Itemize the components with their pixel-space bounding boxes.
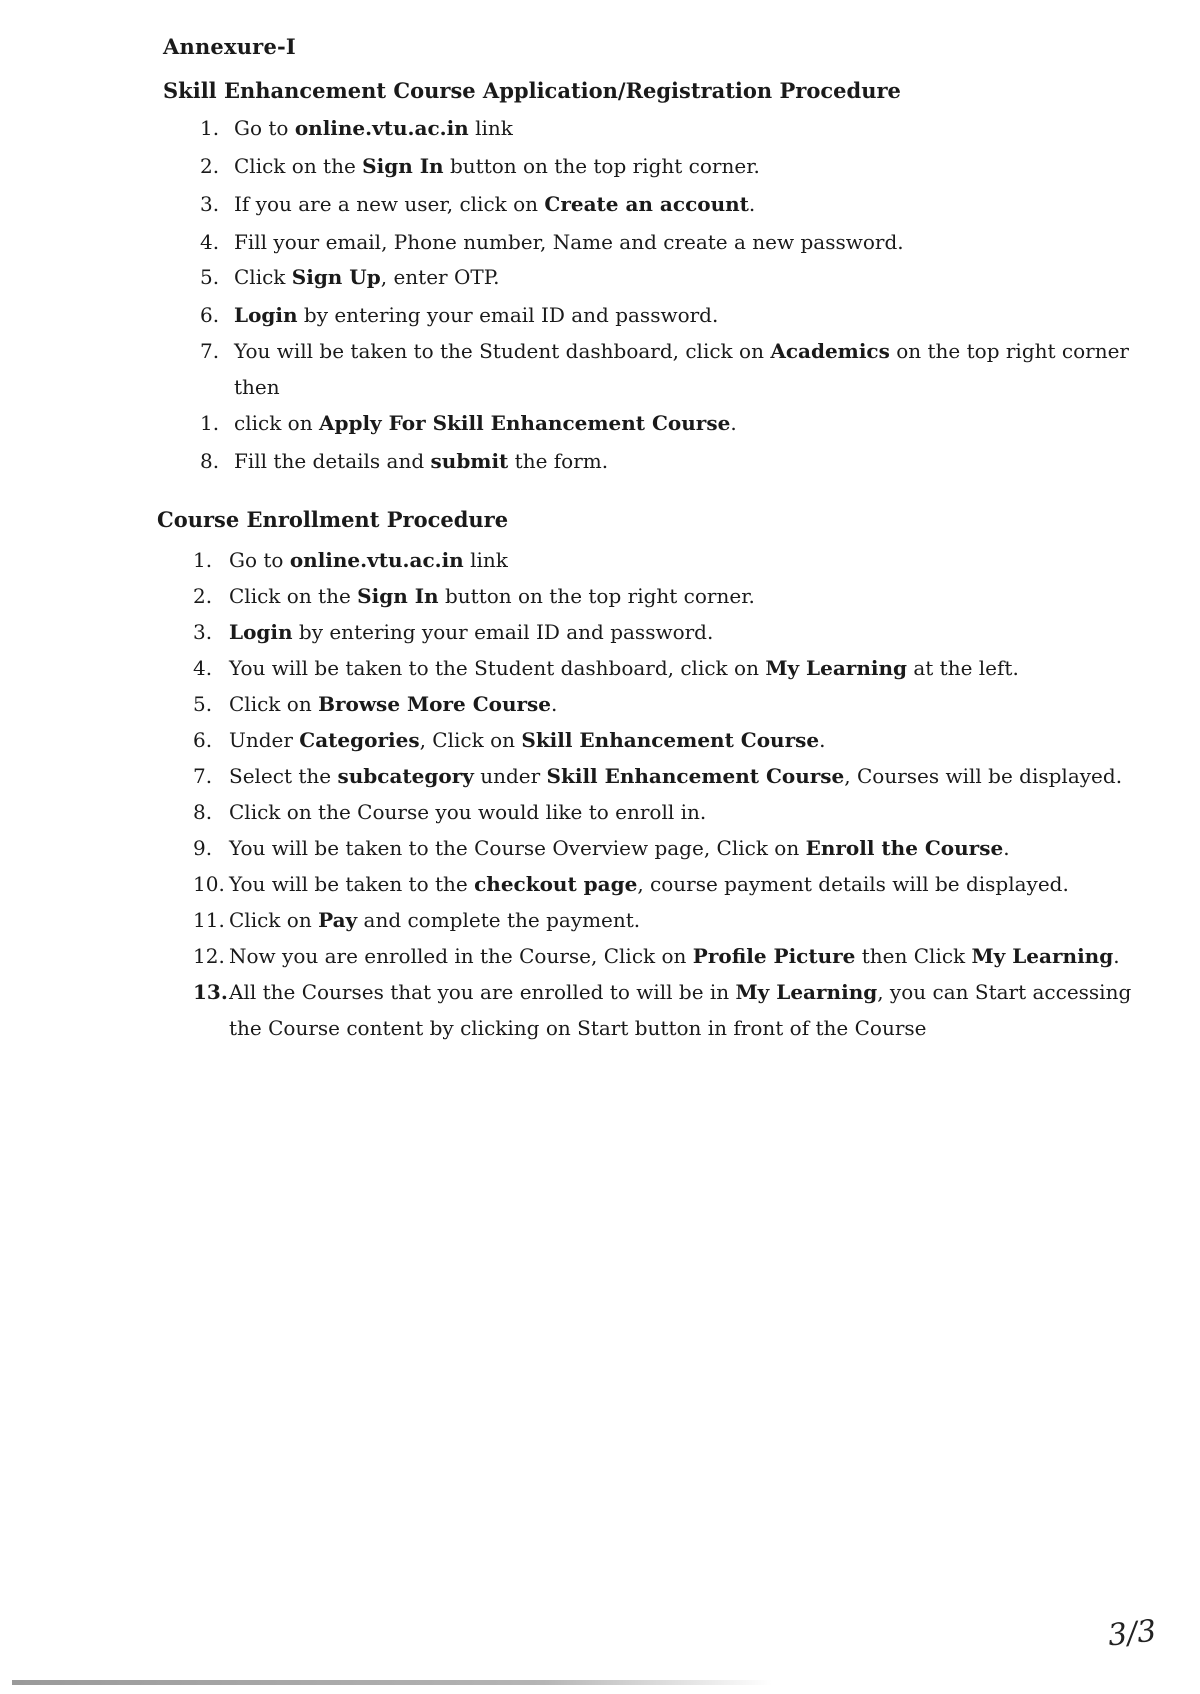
step-text-segment: at the left. (906, 656, 1019, 680)
step-text-segment: , Courses will be displayed. (844, 764, 1123, 788)
list-item (200, 409, 1100, 437)
list-item (200, 228, 1100, 256)
bold-term: Profile Picture (692, 944, 856, 968)
list-item (193, 942, 1120, 970)
step-number: 5. (200, 265, 220, 289)
bold-term: Sign In (357, 584, 439, 608)
step-text-segment: . (1113, 944, 1120, 968)
bold-term: online.vtu.ac.in (289, 548, 464, 572)
bold-term: Browse More Course (318, 692, 552, 716)
step-text-segment: Fill the details and (234, 449, 431, 473)
registration-procedure-heading: Skill Enhancement Course Application/Registration Procedure (163, 78, 901, 103)
step-number: 2. (200, 154, 220, 178)
list-item (193, 690, 1113, 718)
step-number: 11. (193, 908, 225, 932)
bold-term: Apply For Skill Enhancement Course (318, 411, 731, 435)
step-text (229, 618, 1113, 646)
bold-term: My Learning (735, 980, 878, 1004)
step-text (229, 870, 1113, 898)
bold-term: Sign In (362, 154, 444, 178)
step-text-segment: Now you are enrolled in the Course, Click on (229, 944, 693, 968)
step-text (229, 978, 1132, 1006)
list-item (193, 978, 1132, 1042)
step-text (229, 834, 1113, 862)
step-text-segment: Click (234, 265, 292, 289)
step-text-segment: on the top right corner (889, 339, 1129, 363)
step-text (229, 942, 1120, 970)
step-number: 8. (193, 800, 213, 824)
annexure-title: Annexure-I (163, 34, 296, 59)
list-item (200, 190, 1100, 218)
step-number: 6. (193, 728, 213, 752)
step-text (234, 152, 1100, 180)
step-text-segment: Click on the Course you would like to enroll in. (229, 800, 707, 824)
bold-term: Skill Enhancement Course (546, 764, 845, 788)
step-text-segment: link (463, 548, 508, 572)
step-text-segment: link (468, 116, 513, 140)
step-number: 7. (193, 764, 213, 788)
step-number: 1. (200, 411, 220, 435)
bold-term: submit (430, 449, 509, 473)
step-text-segment: Click on (229, 692, 319, 716)
step-number: 8. (200, 449, 220, 473)
step-number: 2. (193, 584, 213, 608)
bold-term: Sign Up (291, 265, 381, 289)
step-text-segment: Click on the (229, 584, 358, 608)
step-number: 12. (193, 944, 225, 968)
step-continuation: then (234, 375, 280, 399)
step-text-segment: , Click on (419, 728, 522, 752)
step-number: 10. (193, 872, 225, 896)
step-number: 5. (193, 692, 213, 716)
step-text-segment: You will be taken to the Student dashboard, click on (234, 339, 771, 363)
list-item (193, 762, 1123, 790)
list-item (200, 337, 1129, 401)
step-text-segment: , you can Start accessing (877, 980, 1132, 1004)
step-text-segment: , enter OTP. (380, 265, 500, 289)
step-text-segment: You will be taken to the Course Overview page, Click on (229, 836, 806, 860)
list-item (200, 114, 1100, 142)
step-text (234, 301, 1100, 329)
bold-term: Categories (299, 728, 420, 752)
list-item (200, 263, 1100, 291)
registration-steps-list (200, 114, 1129, 475)
bold-term: Pay (318, 908, 358, 932)
list-item (193, 582, 1113, 610)
step-text-segment: You will be taken to the (229, 872, 475, 896)
bold-term: online.vtu.ac.in (294, 116, 469, 140)
step-text-segment: by entering your email ID and password. (297, 303, 719, 327)
list-item (193, 654, 1113, 682)
enrollment-steps-list (193, 546, 1132, 1042)
list-item (193, 726, 1113, 754)
bold-term: My Learning (971, 944, 1114, 968)
step-text (229, 582, 1113, 610)
step-text-segment: You will be taken to the Student dashboard, click on (229, 656, 766, 680)
step-text-segment: , course payment details will be displayed. (637, 872, 1069, 896)
step-text (229, 654, 1113, 682)
step-text (234, 228, 1100, 256)
step-number: 13. (193, 980, 228, 1004)
step-text-segment: Go to (229, 548, 290, 572)
step-text (234, 263, 1100, 291)
step-text-segment: Click on (229, 908, 319, 932)
step-text-segment: . (748, 192, 756, 216)
step-number: 1. (200, 116, 220, 140)
bold-term: Login (229, 620, 293, 644)
list-item (193, 834, 1113, 862)
step-text (234, 447, 1100, 475)
step-text-segment: . (551, 692, 558, 716)
step-text (229, 906, 1113, 934)
step-text-segment: button on the top right corner. (438, 584, 755, 608)
step-text (229, 546, 1113, 574)
step-number: 3. (200, 192, 220, 216)
bold-term: Create an account (544, 192, 749, 216)
bold-term: subcategory (337, 764, 474, 788)
step-text-segment: button on the top right corner. (443, 154, 760, 178)
step-text-segment: . (819, 728, 826, 752)
bold-term: Skill Enhancement Course (521, 728, 820, 752)
step-text (229, 726, 1113, 754)
enrollment-procedure-heading: Course Enrollment Procedure (157, 507, 509, 532)
list-item (200, 301, 1100, 329)
step-text-segment: by entering your email ID and password. (292, 620, 714, 644)
bold-term: Login (234, 303, 298, 327)
list-item (200, 152, 1100, 180)
list-item (193, 618, 1113, 646)
step-text-segment: then Click (855, 944, 972, 968)
step-number: 9. (193, 836, 213, 860)
step-continuation: the Course content by clicking on Start button in front of the Course (229, 1016, 927, 1040)
step-text (234, 337, 1129, 365)
step-text (234, 409, 1100, 437)
step-number: 6. (200, 303, 220, 327)
step-text-segment: Go to (234, 116, 295, 140)
step-text (234, 190, 1100, 218)
bold-term: My Learning (765, 656, 907, 680)
scan-edge-line (12, 1680, 772, 1685)
step-text-segment: and complete the payment. (357, 908, 641, 932)
step-text (229, 798, 1113, 826)
list-item (193, 906, 1113, 934)
step-number: 1. (193, 548, 213, 572)
step-text-segment: the form. (508, 449, 609, 473)
step-text-segment: Select the (229, 764, 338, 788)
step-number: 7. (200, 339, 220, 363)
bold-term: Enroll the Course (805, 836, 1004, 860)
step-text (229, 690, 1113, 718)
step-number: 4. (193, 656, 213, 680)
step-text-segment: . (730, 411, 737, 435)
step-text (234, 114, 1100, 142)
list-item (200, 447, 1100, 475)
list-item (193, 546, 1113, 574)
bold-term: checkout page (474, 872, 638, 896)
step-text-segment: If you are a new user, click on (234, 192, 545, 216)
step-number: 4. (200, 230, 220, 254)
bold-term: Academics (770, 339, 890, 363)
list-item (193, 798, 1113, 826)
step-text-segment: click on (234, 411, 319, 435)
page-number: 3/3 (1106, 1613, 1158, 1654)
step-text-segment: Click on the (234, 154, 363, 178)
list-item (193, 870, 1113, 898)
step-text (229, 762, 1123, 790)
step-text-segment: Under (229, 728, 300, 752)
step-text-segment: under (473, 764, 547, 788)
step-text-segment: All the Courses that you are enrolled to will be in (229, 980, 736, 1004)
step-text-segment: . (1003, 836, 1010, 860)
step-text-segment: Fill your email, Phone number, Name and create a new password. (234, 230, 904, 254)
step-number: 3. (193, 620, 213, 644)
